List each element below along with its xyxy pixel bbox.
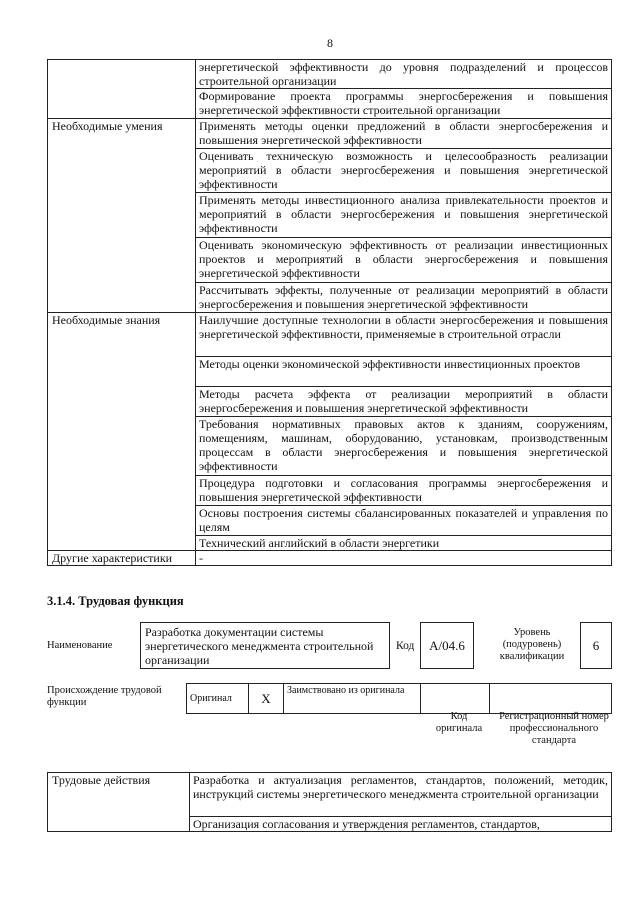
row-label: Необходимые умения [48,119,196,313]
table-cell: энергетической эффективности до уровня подразделений и процессов строительной организации [196,60,612,89]
table-cell: Применять методы инвестиционного анализа привлекательности проектов и мероприятий в области энергосбережения и повышения энергетической эффективности [196,193,612,238]
level-label: Уровень (подуровень) квалификации [499,627,565,662]
origin-code-caption: Код оригинала [435,711,483,734]
table-cell: Оценивать экономическую эффективность от реализации инвестиционных проектов и мероприятий в области энергосбережения и повышения энергетической эффективности [196,238,612,283]
table-row [48,551,612,566]
original-mark: X [249,684,284,714]
skills-knowledge-table [47,59,612,566]
reg-number-cell [490,684,612,714]
reg-number-caption: Регистрационный номер профессионального стандарта [499,711,609,746]
function-name-box: Разработка документации системы энергетического менеджмента строительной организации [140,622,390,669]
table-cell: Методы оценки экономической эффективности инвестиционных проектов [196,357,612,387]
origin-table [186,683,612,714]
origin-label: Происхождение трудовой функции [47,685,162,708]
table-cell: Процедура подготовки и согласования программы энергосбережения и повышения энергетической эффективности [196,476,612,506]
row-label: Трудовые действия [48,773,190,832]
name-label: Наименование [47,640,113,651]
table-cell: Методы расчета эффекта от реализации мероприятий в области энергосбережения и повышения энергетической эффективности [196,387,612,417]
table-row [48,313,612,357]
borrowed-label: Заимствовано из оригинала [284,684,421,714]
table-cell: Основы построения системы сбалансированных показателей и управления по целям [196,506,612,536]
table-row [48,119,612,149]
original-label: Оригинал [187,684,249,714]
level-box: 6 [580,622,612,669]
table-cell: Формирование проекта программы энергосбережения и повышения энергетической эффективности строительной организации [196,89,612,119]
table-cell: Рассчитывать эффекты, полученные от реализации мероприятий в области энергосбережения и повышения энергетической эффективности [196,283,612,313]
table-row [48,60,612,89]
table-cell: Оценивать техническую возможность и целесообразность реализации мероприятий в области энергосбережения и повышения энергетической эффективности [196,149,612,193]
table-cell: Наилучшие доступные технологии в области энергосбережения и повышения энергетической эффективности, применяемые в строительной отрасли [196,313,612,357]
table-cell: Требования нормативных правовых актов к зданиям, сооружениям, помещениям, машинам, оборудованию, установкам, производственным процессам в области энергосбережения и повышения энергетической эффективности [196,417,612,476]
table-cell: Разработка и актуализация регламентов, стандартов, положений, методик, инструкций системы энергетического менеджмента строительной организации [190,773,612,817]
code-box: A/04.6 [420,622,474,669]
row-label [48,60,196,119]
table-cell: Организация согласования и утверждения регламентов, стандартов, [190,817,612,832]
section-title: 3.1.4. Трудовая функция [47,594,184,608]
table-cell: Технический английский в области энергетики [196,536,612,551]
code-label: Код [396,640,415,652]
table-row [48,773,612,817]
row-label: Необходимые знания [48,313,196,551]
actions-table [47,772,612,832]
table-cell: Применять методы оценки предложений в области энергосбережения и повышения энергетической эффективности [196,119,612,149]
table-cell: - [196,551,612,566]
page-number: 8 [327,36,333,50]
origin-code-cell [421,684,490,714]
row-label: Другие характеристики [48,551,196,566]
